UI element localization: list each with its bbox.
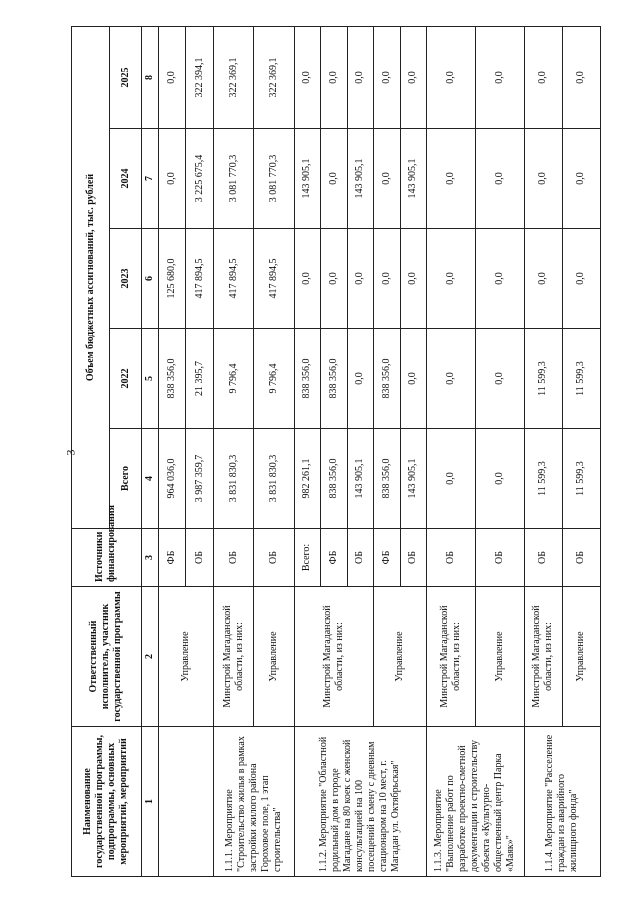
source-cell: ОБ [214,529,254,587]
source-cell: ОБ [400,529,427,587]
value-cell: 11 599,3 [562,429,600,529]
header-name: Наименование государственной программы, подпрограммы, основных мероприятий, мероприятий [72,727,142,877]
value-cell: 0,0 [374,26,401,128]
value-cell: 0,0 [475,229,524,329]
measure-name: 1.1.2. Мероприятие "Областной родильный дом в городе Магадане на 80 коек с женской консультацией на 100 посещений в смену с дневным стационаром на 10 мест, г. Магадан ул. Октябрьская" [294,727,427,877]
rotated-table-container [71,27,601,877]
value-cell: 11 599,3 [524,429,562,529]
value-cell: 0,0 [347,229,374,329]
value-cell: 0,0 [347,329,374,429]
header-year: 2024 [110,129,142,229]
value-cell: 0,0 [427,129,476,229]
value-cell: 143 905,1 [347,129,374,229]
value-cell: 322 369,1 [254,26,294,128]
table-row [158,26,186,876]
header-year: 2023 [110,229,142,329]
value-cell: 838 356,0 [321,329,348,429]
value-cell: 0,0 [400,26,427,128]
column-index: 4 [141,429,158,529]
value-cell: 964 036,0 [158,429,186,529]
value-cell: 0,0 [347,26,374,128]
measure-name: 1.1.3. Мероприятие "Выполнение работ по разработке проектно-сметной документации и строительству объекта «Культурно-общественный центр Парка «Маяк»" [427,727,525,877]
value-cell: 125 680,0 [158,229,186,329]
value-cell: 0,0 [294,229,321,329]
source-cell: ОБ [186,529,214,587]
column-index: 8 [141,26,158,128]
header-year: 2025 [110,26,142,128]
value-cell: 3 831 830,3 [254,429,294,529]
table-row [524,26,562,876]
value-cell: 0,0 [524,26,562,128]
page-number: 3 [63,449,78,456]
measure-name: 1.1.4. Мероприятие "Расселение граждан из аварийного жилищного фонда" [524,727,600,877]
value-cell: 0,0 [475,429,524,529]
value-cell: 0,0 [374,229,401,329]
value-cell: 982 261,1 [294,429,321,529]
value-cell: 0,0 [475,129,524,229]
executor-cell: Управление [254,587,294,727]
budget-table [71,26,601,877]
executor-cell: Управление [374,587,427,727]
source-cell: ОБ [524,529,562,587]
value-cell: 417 894,5 [254,229,294,329]
source-cell: Всего: [294,529,321,587]
table-row [427,26,476,876]
header-total: Всего [110,429,142,529]
value-cell: 322 394,1 [186,26,214,128]
source-cell: ФБ [374,529,401,587]
value-cell: 9 796,4 [214,329,254,429]
value-cell: 3 081 770,3 [254,129,294,229]
value-cell: 3 987 359,7 [186,429,214,529]
value-cell: 0,0 [524,129,562,229]
source-cell: ФБ [321,529,348,587]
column-index: 7 [141,129,158,229]
value-cell: 0,0 [294,26,321,128]
executor-cell: Управление [158,587,213,727]
value-cell: 0,0 [562,26,600,128]
item-name-empty [158,727,213,877]
source-cell: ОБ [427,529,476,587]
source-cell: ОБ [347,529,374,587]
value-cell: 143 905,1 [294,129,321,229]
table-row [294,26,321,876]
value-cell: 322 369,1 [214,26,254,128]
value-cell: 3 831 830,3 [214,429,254,529]
table-row [214,26,254,876]
header-executor: Ответственный исполнитель, участник государственной программы [72,587,142,727]
column-index: 5 [141,329,158,429]
value-cell: 21 395,7 [186,329,214,429]
value-cell: 838 356,0 [321,429,348,529]
header-source: Источники финансирования [72,529,142,587]
column-index: 6 [141,229,158,329]
value-cell: 838 356,0 [374,329,401,429]
value-cell: 0,0 [400,329,427,429]
value-cell: 838 356,0 [294,329,321,429]
source-cell: ОБ [562,529,600,587]
value-cell: 3 081 770,3 [214,129,254,229]
value-cell: 0,0 [562,229,600,329]
value-cell: 417 894,5 [214,229,254,329]
executor-cell: Минстрой Магаданской области, из них: [524,587,562,727]
header-volume: Объем бюджетных ассигнований, тыс. рублей [72,26,110,528]
value-cell: 0,0 [400,229,427,329]
measure-name: 1.1.1. Мероприятие "Строительство жилья в рамках застройки жилого района Гороховое поле, 1 этап строительства" [214,727,295,877]
column-index: 1 [141,727,158,877]
source-cell: ФБ [158,529,186,587]
column-index: 2 [141,587,158,727]
value-cell: 11 599,3 [524,329,562,429]
value-cell: 0,0 [475,329,524,429]
value-cell: 0,0 [562,129,600,229]
value-cell: 0,0 [427,329,476,429]
executor-cell: Минстрой Магаданской области, из них: [427,587,476,727]
value-cell: 0,0 [158,26,186,128]
header-year: 2022 [110,329,142,429]
value-cell: 0,0 [321,229,348,329]
executor-cell: Управление [475,587,524,727]
value-cell: 0,0 [427,26,476,128]
column-index: 3 [141,529,158,587]
value-cell: 0,0 [321,26,348,128]
value-cell: 0,0 [427,429,476,529]
source-cell: ОБ [475,529,524,587]
value-cell: 838 356,0 [158,329,186,429]
value-cell: 417 894,5 [186,229,214,329]
value-cell: 838 356,0 [374,429,401,529]
value-cell: 9 796,4 [254,329,294,429]
value-cell: 0,0 [374,129,401,229]
value-cell: 0,0 [158,129,186,229]
value-cell: 3 225 675,4 [186,129,214,229]
executor-cell: Управление [562,587,600,727]
value-cell: 0,0 [524,229,562,329]
value-cell: 0,0 [475,26,524,128]
value-cell: 143 905,1 [400,429,427,529]
executor-cell: Минстрой Магаданской области, из них: [214,587,254,727]
value-cell: 143 905,1 [347,429,374,529]
value-cell: 143 905,1 [400,129,427,229]
value-cell: 0,0 [321,129,348,229]
value-cell: 0,0 [427,229,476,329]
executor-cell: Минстрой Магаданской области, из них: [294,587,374,727]
source-cell: ОБ [254,529,294,587]
value-cell: 11 599,3 [562,329,600,429]
